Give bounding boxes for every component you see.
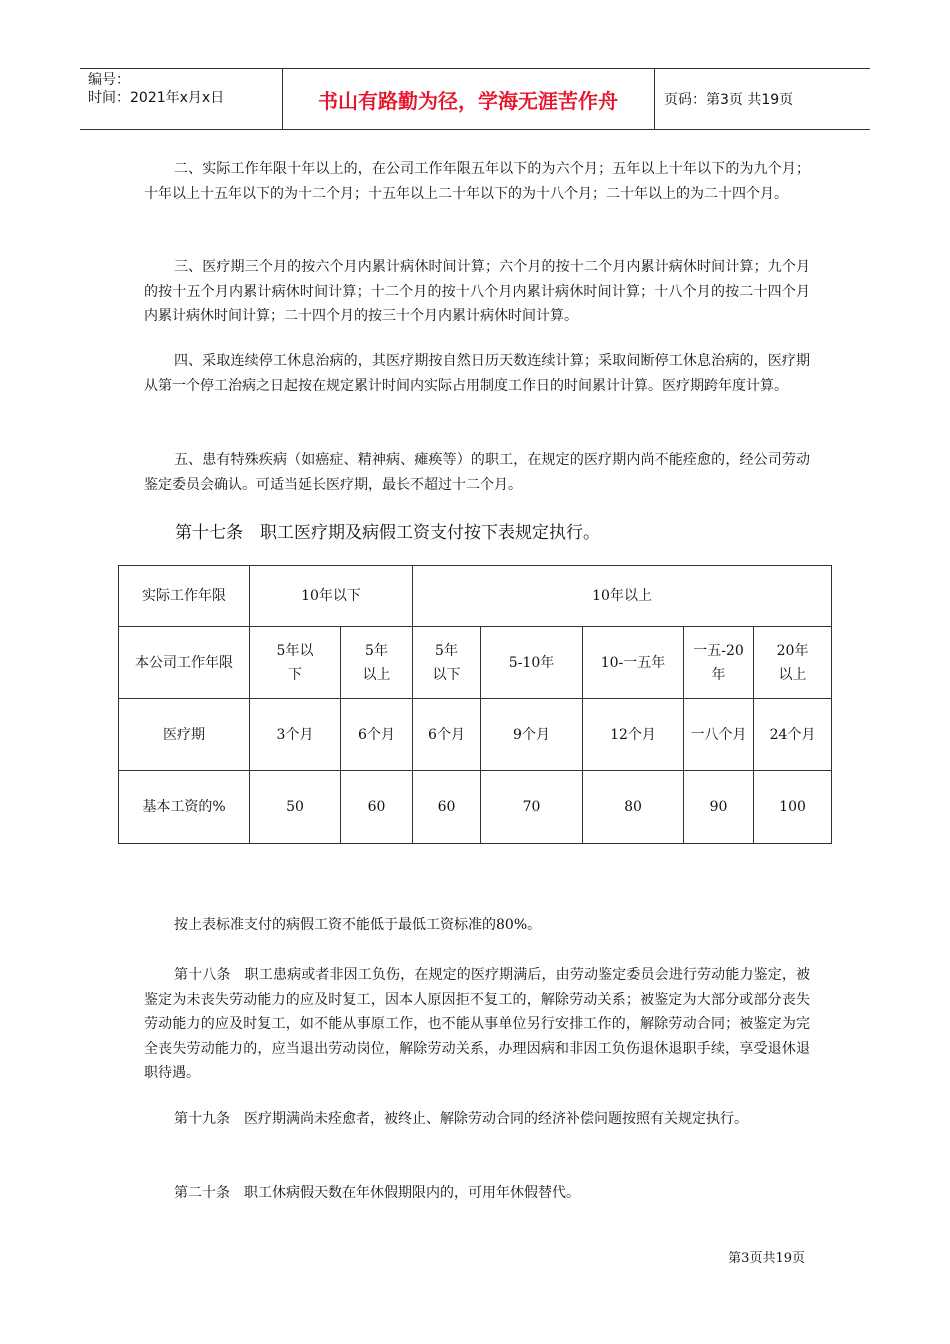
row-label-base-wage-percent: 基本工资的% [119,771,250,844]
table-cell: 70 [481,771,583,844]
table-cell: 6个月 [341,699,413,771]
date-text: 时间：2021年x月x日 [88,90,225,106]
header-divider [654,69,655,129]
row-label-company-years: 本公司工作年限 [119,627,250,699]
table-cell: 24个月 [754,699,832,771]
table-cell: 12个月 [583,699,684,771]
page-footer: 第3页共19页 [728,1251,805,1266]
group-under-10: 10年以下 [250,566,413,627]
paragraph-4: 四、采取连续停工休息治病的，其医疗期按自然日历天数连续计算；采取间断停工休息治病的，医疗期从第一个停工治病之日起按在规定累计时间内实际占用制度工作日的时间累计计算。医疗期跨年度计算。 [144,353,810,394]
table-cell: 5年以下 [250,627,341,699]
row-label-total-years: 实际工作年限 [119,566,250,627]
table-cell: 9个月 [481,699,583,771]
table-cell: 5-10年 [481,627,583,699]
table-row [119,627,832,699]
paragraph-article-19: 第十九条 医疗期满尚未痊愈者，被终止、解除劳动合同的经济补偿问题按照有关规定执行。 [174,1111,748,1127]
medical-period-table [118,565,832,844]
table-cell: 90 [684,771,754,844]
table-cell: 80 [583,771,684,844]
table-cell: 6个月 [413,699,481,771]
paragraph-sick-pay-minimum: 按上表标准支付的病假工资不能低于最低工资标准的80%。 [174,917,542,933]
table-cell: 100 [754,771,832,844]
page-header [80,68,870,130]
paragraph-3: 三、医疗期三个月的按六个月内累计病休时间计算；六个月的按十二个月内累计病休时间计算；九个月的按十五个月内累计病休时间计算；十二个月的按十八个月内累计病休时间计算；十八个月的按二十四个月内累计病休时间计算；二十四个月的按三十个月内累计病休时间计算。 [144,259,810,324]
table-cell: 5年以下 [413,627,481,699]
table-row [119,699,832,771]
table-cell: 60 [341,771,413,844]
table-row [119,566,832,627]
table-cell: 20年以上 [754,627,832,699]
header-left [88,71,224,107]
header-page-info: 页码：第3页 共19页 [664,92,794,108]
article-17-heading: 第十七条 职工医疗期及病假工资支付按下表规定执行。 [175,523,600,543]
paragraph-article-18: 第十八条 职工患病或者非因工负伤，在规定的医疗期满后，由劳动鉴定委员会进行劳动能力鉴定，被鉴定为未丧失劳动能力的应及时复工，因本人原因拒不复工的，解除劳动关系；被鉴定为大部分或部分丧失劳动能力的应及时复工，如不能从事原工作，也不能从事单位另行安排工作的，解除劳动合同；被鉴定为完全丧失劳动能力的，应当退出劳动岗位，解除劳动关系，办理因病和非因工负伤退休退职手续，享受退休退职待遇。 [144,967,810,1081]
row-label-medical-period: 医疗期 [119,699,250,771]
table-cell: 10-一五年 [583,627,684,699]
paragraph-2: 二、实际工作年限十年以上的，在公司工作年限五年以下的为六个月；五年以上十年以下的为九个月；十年以上十五年以下的为十二个月；十五年以上二十年以下的为十八个月；二十年以上的为二十四个月。 [144,161,810,202]
serial-label: 编号： [88,72,130,88]
header-motto: 书山有路勤为径，学海无涯苦作舟 [318,88,618,113]
table-cell: 3个月 [250,699,341,771]
table-cell: 50 [250,771,341,844]
paragraph-article-20: 第二十条 职工休病假天数在年休假期限内的，可用年休假替代。 [174,1185,580,1201]
table-row [119,771,832,844]
table-cell: 5年以上 [341,627,413,699]
group-over-10: 10年以上 [413,566,832,627]
paragraph-5: 五、患有特殊疾病（如癌症、精神病、瘫痪等）的职工，在规定的医疗期内尚不能痊愈的，经公司劳动鉴定委员会确认。可适当延长医疗期，最长不超过十二个月。 [144,452,810,493]
table-cell: 60 [413,771,481,844]
table-cell: 一八个月 [684,699,754,771]
table-cell: 一五-20年 [684,627,754,699]
